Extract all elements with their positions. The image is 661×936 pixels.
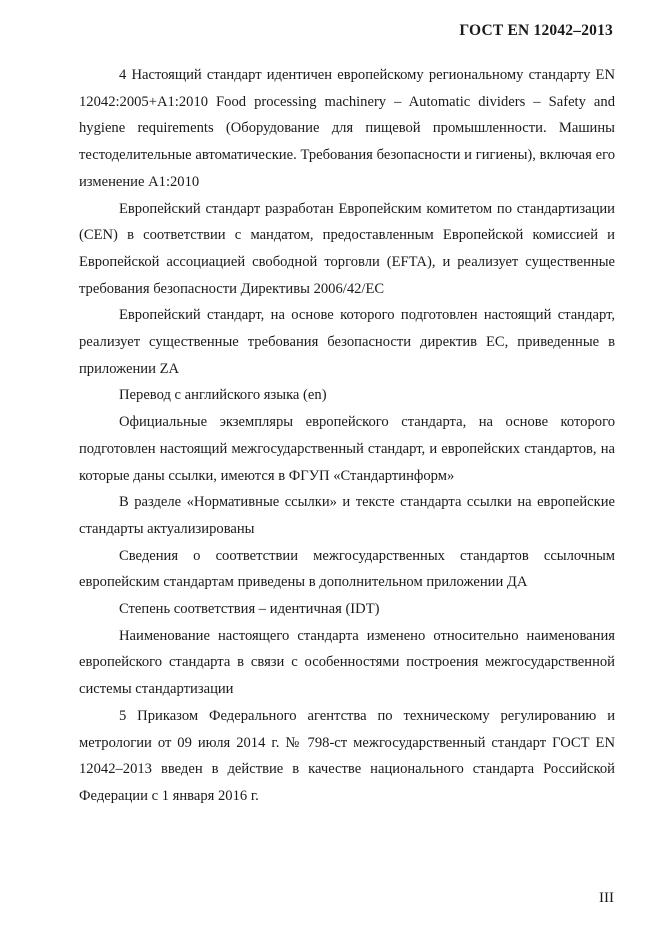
paragraph-item-4-identity: 4 Настоящий стандарт идентичен европейскому региональному стандарту EN 12042:2005+A1:2010 Food processing machinery – Automatic dividers – Safety and hygiene requirements (Оборудование для пищевой промышленности. Машины тестоделительные автоматические. Требования безопасности и гигиены), включая его изменение A1:2010 — [79, 67, 615, 190]
paragraph-official-copies: Официальные экземпляры европейского стандарта, на основе которого подготовлен настоящий межгосударственный стандарт, и европейских стандартов, на которые даны ссылки, имеются в ФГУП «Стандартинформ» — [79, 414, 615, 484]
paragraph-normative-references: В разделе «Нормативные ссылки» и тексте стандарта ссылки на европейские стандарты актуализированы — [79, 494, 615, 537]
page-header-doc-number: ГОСТ EN 12042–2013 — [459, 22, 613, 39]
paragraph-eu-directives: Европейский стандарт, на основе которого подготовлен настоящий стандарт, реализует существенные требования безопасности директив ЕС, приведенные в приложении ZA — [79, 307, 615, 377]
paragraph-title-change: Наименование настоящего стандарта изменено относительно наименования европейского стандарта в связи с особенностями построения межгосударственной системы стандартизации — [79, 627, 615, 698]
paragraph-degree-of-conformity: Степень соответствия – идентичная (IDT) — [119, 601, 380, 618]
document-body — [79, 62, 615, 810]
paragraph-item-5-order: 5 Приказом Федерального агентства по техническому регулированию и метрологии от 09 июля 2014 г. № 798-ст межгосударственный стандарт ГОСТ EN 12042–2013 введен в действие в качестве национального стандарта Российской Федерации с 1 января 2016 г. — [79, 707, 615, 804]
paragraph-translation: Перевод с английского языка (en) — [119, 387, 327, 404]
paragraph-compliance-info: Сведения о соответствии межгосударственных стандартов ссылочным европейским стандартам приведены в дополнительном приложении ДА — [79, 547, 615, 591]
page-number: III — [599, 890, 614, 906]
paragraph-cen-mandate: Европейский стандарт разработан Европейским комитетом по стандартизации (CEN) в соответствии с мандатом, предоставленным Европейской комиссией и Европейской ассоциацией свободной торговли (EFTA), и реализует существенные требования безопасности Директивы 2006/42/EC — [79, 200, 615, 297]
